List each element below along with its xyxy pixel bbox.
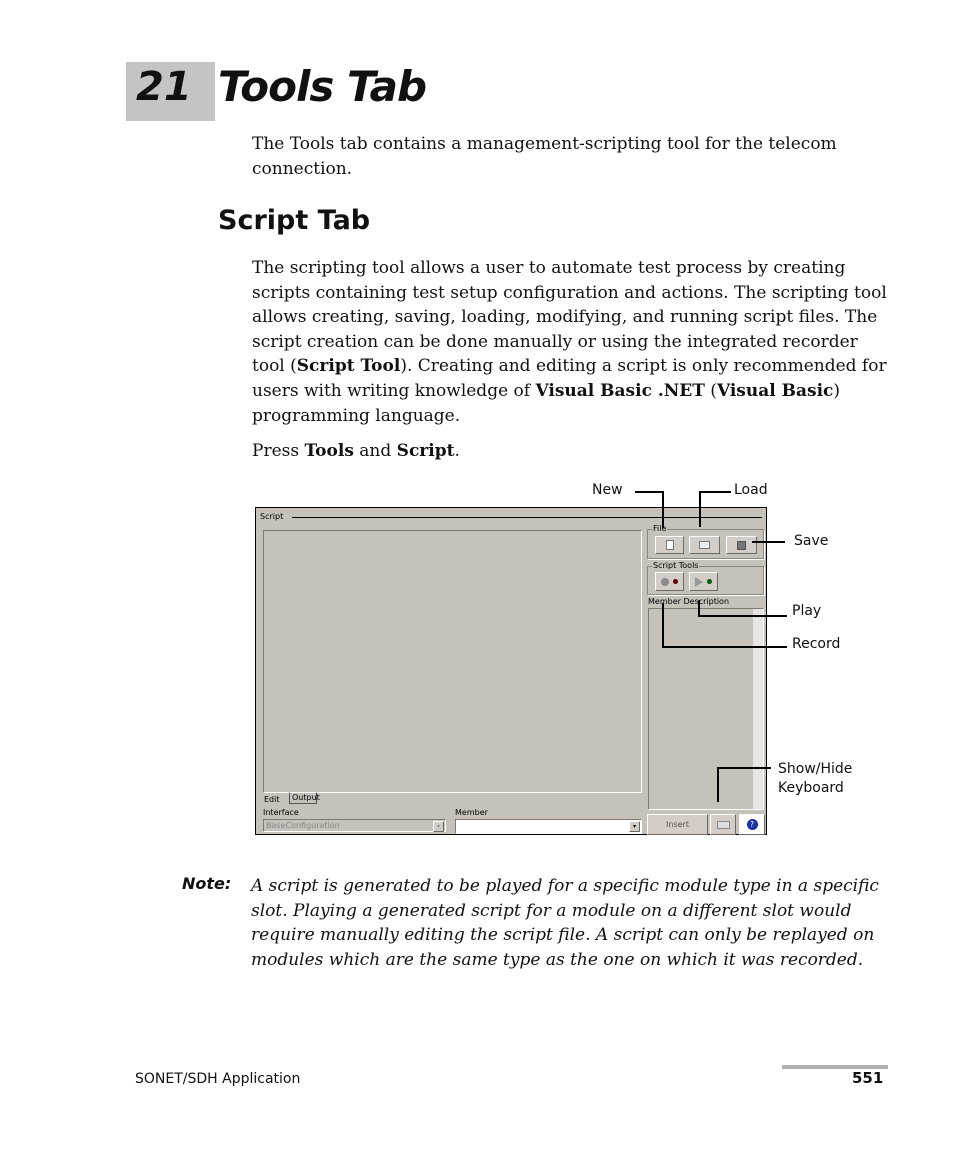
footer-title: SONET/SDH Application <box>135 1071 301 1087</box>
chapter-title: Tools Tab <box>218 62 427 111</box>
callout-record: Record <box>792 636 841 652</box>
file-group-label: File <box>653 524 667 533</box>
note-label: Note: <box>182 874 232 893</box>
section-paragraph: The scripting tool allows a user to automate test process by creating scripts containing test setup configuration and actions. The scripting tool allows creating, saving, loading, modifying, and running script files. The script creation can be done manually or using the integrated recorder tool (Script Tool). Creating and editing a script is only recommended for users with writing knowledge of Visual Basic .NET (Visual Basic) programming language. <box>252 258 887 426</box>
callout-new: New <box>592 482 623 498</box>
chevron-down-icon[interactable]: ▾ <box>629 821 640 832</box>
insert-button[interactable]: Insert <box>647 814 708 835</box>
interface-combobox[interactable]: BaseConfiguration ▾ <box>263 819 446 832</box>
interface-label: Interface <box>263 808 299 817</box>
chapter-number-box: 21 <box>126 62 215 121</box>
callout-keyboard: Show/Hide Keyboard <box>778 761 853 796</box>
page-number: 551 <box>852 1069 884 1087</box>
tab-output[interactable]: Output <box>289 792 317 804</box>
chevron-down-icon[interactable]: ▾ <box>433 821 444 832</box>
callout-play: Play <box>792 603 822 619</box>
intro-paragraph: The Tools tab contains a management-scripting tool for the telecom connection. <box>252 134 837 179</box>
script-frame-title: Script <box>260 512 284 521</box>
tab-edit[interactable]: Edit <box>264 795 280 804</box>
callout-save: Save <box>794 533 829 549</box>
note-text: A script is generated to be played for a specific module type in a specific slot. Playing a generated script for a module on a different slot would require manually editing the script file. A script can only be replayed on modules which are the same type as the one on which it was recorded. <box>251 876 879 970</box>
callout-load: Load <box>734 482 768 498</box>
section-title: Script Tab <box>218 205 371 236</box>
script-tools-label: Script Tools <box>653 561 699 570</box>
member-description-label: Member Description <box>648 597 730 606</box>
press-instruction: Press Tools and Script. <box>252 441 460 461</box>
member-label: Member <box>455 808 488 817</box>
help-icon: ? <box>747 819 758 830</box>
